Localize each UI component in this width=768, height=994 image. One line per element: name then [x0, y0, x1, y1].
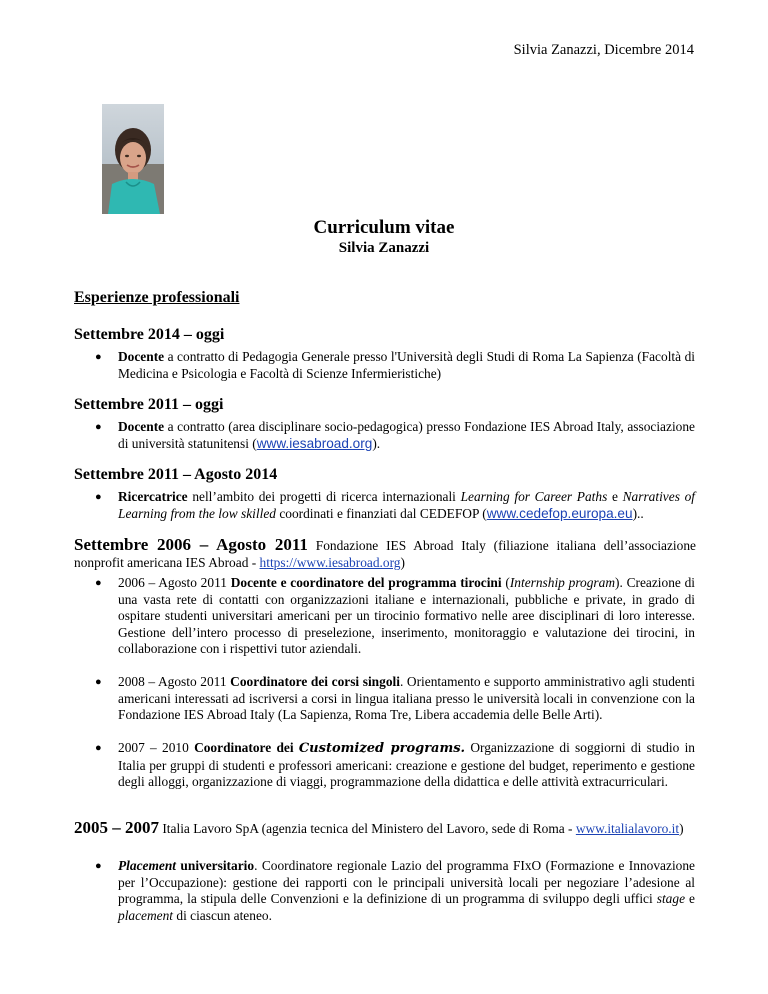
item-text: coordinati e finanziati dal CEDEFOP ( [275, 505, 487, 521]
list-item [95, 740, 696, 791]
iesabroad-https-link[interactable]: https://www.iesabroad.org [259, 554, 401, 570]
list-item [95, 575, 696, 658]
list-item [95, 349, 695, 382]
role-label: Docente [118, 419, 165, 434]
item-text: nell’ambito dei progetti di ricerca internazionali [187, 489, 461, 504]
entry-description: ) [679, 821, 684, 836]
item-text: a contratto (area disciplinare socio-pedagogica) presso Fondazione IES Abroad Italy, associazione di università statunitensi ( [118, 419, 695, 451]
item-text: e [685, 891, 695, 906]
role-label: Docente [118, 349, 165, 364]
entry-heading: Settembre 2011 – Agosto 2014 [74, 466, 278, 483]
item-text: Organizzazione di soggiorni di studio in Italia per gruppi di studenti e professori americani: creazione e gestione del budget, reperimento e gestione degli alloggi, organizzazione di viaggi, programmazione della didattica e delle attività extracurriculari. [118, 740, 696, 789]
entry-heading: Settembre 2011 – oggi [74, 396, 224, 413]
bullet-icon: ● [95, 421, 102, 433]
list-item [95, 858, 695, 924]
list-item [95, 674, 695, 724]
bullet-icon: ● [95, 351, 102, 363]
item-text-italic: stage [656, 891, 686, 906]
item-text: a contratto di Pedagogia Generale presso l'Università degli Studi di Roma La Sapienza (Facoltà di Medicina e Psicologia e Facoltà di Scienze Infermieristiche) [118, 349, 695, 381]
entry-lead [74, 820, 696, 838]
item-date: 2006 – Agosto 2011 [118, 575, 231, 590]
document-header: Silvia Zanazzi, Dicembre 2014 [513, 42, 694, 58]
profile-photo [102, 104, 164, 214]
item-date: 2007 – 2010 [118, 740, 195, 755]
role-label: Coordinatore dei corsi singoli [230, 674, 400, 689]
role-label: universitario [176, 858, 255, 873]
item-text: . Coordinatore regionale Lazio del programma FIxO (Formazione e Innovazione per l’Occupazione): gestione dei rapporti con le principali università locali per negoziare l’adesione al programma, la stipula delle Convenzioni e la definizione di un programma di sviluppo degli uffici [118, 858, 695, 906]
italialavoro-link[interactable]: www.italialavoro.it [575, 821, 680, 836]
entry-description: Fondazione IES Abroad Italy (filiazione italiana dell’associazione nonprofit americana IES Abroad - [74, 538, 696, 570]
entry-heading: 2005 – 2007 [74, 818, 159, 837]
role-label: Docente e coordinatore del programma tirocini [230, 575, 502, 590]
item-text: ). Creazione di una vasta rete di contatti con organizzazioni italiane e internazionali, pubbliche e private, in grado di ospitare studenti universitari americani per un tirocinio formativo nelle aree disciplinari di loro interesse. Gestione dell’intero processo di preselezione, inserimento, monitoraggio e valutazione dei tirocini, in collaborazione con i rispettivi tutor aziendali. [118, 575, 696, 656]
section-title: Esperienze professionali [74, 289, 240, 306]
bullet-icon: ● [95, 860, 102, 872]
item-text: ). [372, 435, 381, 451]
entry-heading: Settembre 2014 – oggi [74, 326, 225, 343]
cv-name: Silvia Zanazzi [338, 240, 430, 256]
entry-description: Italia Lavoro SpA (agenzia tecnica del Ministero del Lavoro, sede di Roma - [159, 821, 576, 836]
list-item [95, 489, 696, 522]
list-item [95, 419, 695, 452]
item-date: 2008 – Agosto 2011 [118, 674, 231, 689]
entry-description: ) [400, 554, 405, 570]
role-label-italic: Placement [118, 858, 177, 873]
project-name: Narratives of Learning from the low skilled [118, 489, 696, 521]
cv-title: Curriculum vitae [313, 217, 455, 238]
entry-lead [74, 537, 696, 571]
role-label: Coordinatore dei [194, 740, 299, 755]
bullet-icon: ● [95, 742, 102, 754]
bullet-icon: ● [95, 676, 102, 688]
item-text: e [607, 489, 623, 504]
program-name: Internship program [509, 575, 616, 590]
item-text-italic: placement [118, 907, 174, 923]
item-text: . Orientamento e supporto amministrativo agli studenti americani interessati ad iscriversi a corsi in lingua italiana presso le università locali in convenzione con la Fondazione IES Abroad Italy (La Sapienza, Roma Tre, Libera accademia delle Belle Arti). [118, 674, 695, 722]
entry-heading: Settembre 2006 – Agosto 2011 [74, 535, 308, 554]
item-text: ).. [632, 505, 644, 521]
item-text: ( [501, 575, 510, 590]
iesabroad-link[interactable]: www.iesabroad.org [256, 435, 373, 451]
role-label: Ricercatrice [118, 489, 188, 504]
bullet-icon: ● [95, 491, 102, 503]
cedefop-link[interactable]: www.cedefop.europa.eu [486, 505, 633, 521]
project-name: Learning for Career Paths [460, 489, 608, 504]
item-text: di ciascun ateneo. [173, 907, 272, 923]
program-name: Customized programs. [298, 741, 466, 756]
bullet-icon: ● [95, 577, 102, 589]
